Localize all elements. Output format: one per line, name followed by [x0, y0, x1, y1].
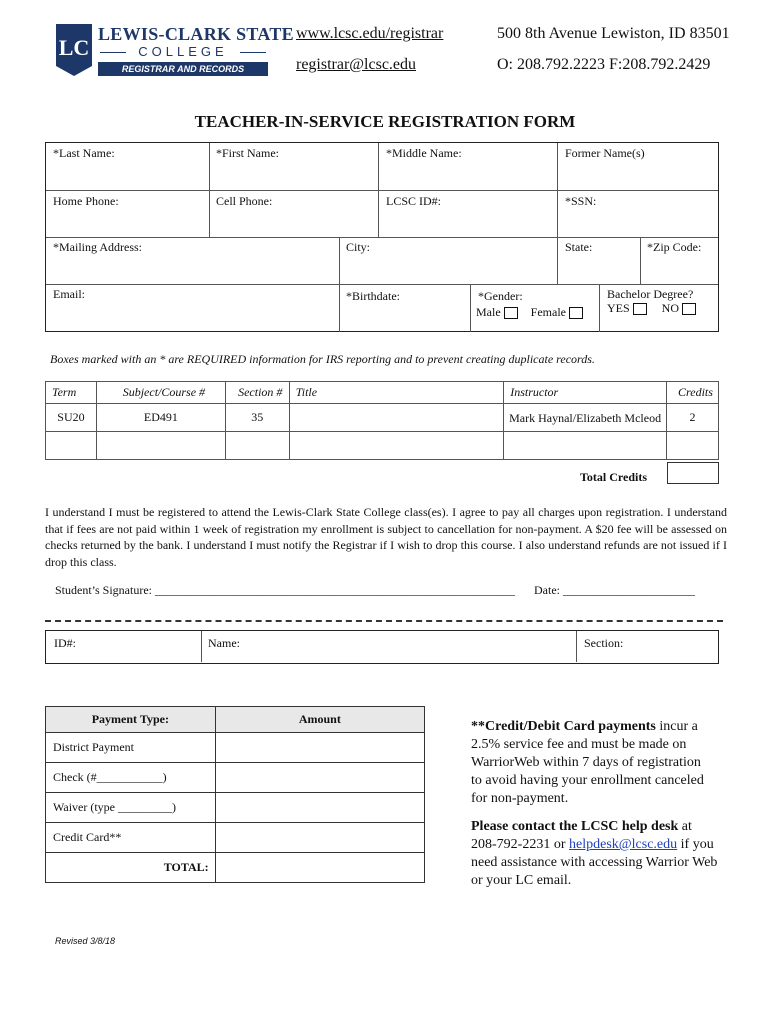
payment-type-header: Payment Type:	[46, 707, 216, 733]
ssn-field[interactable]: *SSN:	[565, 194, 597, 208]
email-field[interactable]: Email:	[53, 287, 85, 301]
office-id-field[interactable]: ID#:	[54, 636, 76, 650]
credit-card-label: Credit Card**	[46, 823, 216, 853]
cell-phone-field[interactable]: Cell Phone:	[216, 194, 273, 208]
former-name-field[interactable]: Former Name(s)	[565, 146, 645, 160]
section-cell[interactable]	[225, 432, 289, 460]
instructor-cell[interactable]: Mark Haynal/Elizabeth Mcleod	[504, 404, 667, 432]
amount-header: Amount	[215, 707, 424, 733]
no-checkbox[interactable]	[682, 303, 696, 315]
instructor-cell[interactable]	[504, 432, 667, 460]
card-note-text: incur a 2.5% service fee and must be made on WarriorWeb within 7 days of registration to avoid having your enrollment canceled for non-payment.	[471, 719, 704, 806]
table-row	[46, 793, 425, 823]
female-checkbox[interactable]	[569, 307, 583, 319]
college-logo	[54, 22, 294, 80]
yes-checkbox[interactable]	[633, 303, 647, 315]
title-cell[interactable]	[289, 404, 503, 432]
date-line[interactable]: Date: ______________________	[534, 583, 695, 597]
course-table	[45, 381, 719, 460]
personal-info-grid	[45, 142, 719, 332]
col-term: Term	[46, 382, 97, 404]
district-payment-label: District Payment	[46, 733, 216, 763]
logo-name: LEWIS-CLARK STATE	[98, 24, 294, 44]
male-checkbox[interactable]	[504, 307, 518, 319]
cut-line	[45, 620, 723, 622]
signature-line[interactable]: Student’s Signature: ____________________________________________________________	[55, 583, 515, 597]
table-row	[46, 853, 425, 883]
payment-header-row	[46, 707, 425, 733]
gender-label: *Gender:	[478, 289, 523, 303]
col-title: Title	[289, 382, 503, 404]
course-cell[interactable]	[96, 432, 225, 460]
yes-label: YES	[607, 301, 630, 315]
female-label: Female	[530, 305, 566, 319]
office-use-box	[45, 630, 719, 664]
no-label: NO	[661, 301, 680, 315]
credits-cell[interactable]	[667, 432, 719, 460]
term-cell[interactable]	[46, 432, 97, 460]
table-row	[46, 432, 719, 460]
bachelor-options	[607, 301, 696, 316]
table-row	[46, 404, 719, 432]
logo-department-bar: REGISTRAR AND RECORDS	[98, 62, 268, 76]
lc-shield-icon	[54, 22, 94, 78]
logo-subtitle: COLLEGE	[98, 44, 268, 59]
zip-code-field[interactable]: *Zip Code:	[647, 240, 702, 254]
svg-text:LC: LC	[58, 35, 90, 60]
form-title: TEACHER-IN-SERVICE REGISTRATION FORM	[194, 112, 576, 131]
home-phone-field[interactable]: Home Phone:	[53, 194, 119, 208]
office-name-field[interactable]: Name:	[208, 636, 240, 650]
district-payment-amount[interactable]	[215, 733, 424, 763]
middle-name-field[interactable]: *Middle Name:	[386, 146, 462, 160]
required-note: Boxes marked with an * are REQUIRED information for IRS reporting and to prevent creating duplicate records.	[50, 352, 595, 366]
check-label: Check (#___________)	[46, 763, 216, 793]
total-label: TOTAL:	[46, 853, 216, 883]
email-link[interactable]: registrar@lcsc.edu	[296, 56, 417, 73]
city-field[interactable]: City:	[346, 240, 371, 254]
help-note-phone: at 208-792-2231 or	[471, 819, 692, 852]
help-note-text: if you need assistance with accessing Warrior Web or your LC email.	[471, 837, 718, 888]
course-cell[interactable]: ED491	[96, 404, 225, 432]
helpdesk-email-link[interactable]: helpdesk@lcsc.edu	[569, 837, 678, 852]
total-credits-field[interactable]	[667, 462, 719, 484]
table-row	[46, 733, 425, 763]
lcsc-id-field[interactable]: LCSC ID#:	[386, 194, 442, 208]
payment-table	[45, 706, 425, 883]
total-credits-label: Total Credits	[580, 470, 648, 484]
first-name-field[interactable]: *First Name:	[216, 146, 279, 160]
help-desk-note	[471, 818, 721, 890]
waiver-amount[interactable]	[215, 793, 424, 823]
address-text: 500 8th Avenue Lewiston, ID 83501	[497, 25, 730, 42]
website-link[interactable]: www.lcsc.edu/registrar	[296, 25, 444, 42]
table-row	[46, 763, 425, 793]
help-note-bold: Please contact the LCSC help desk	[471, 819, 679, 834]
male-label: Male	[476, 305, 501, 319]
office-section-field[interactable]: Section:	[584, 636, 624, 650]
phone-fax-text: O: 208.792.2223 F:208.792.2429	[497, 56, 711, 73]
total-amount[interactable]	[215, 853, 424, 883]
title-cell[interactable]	[289, 432, 503, 460]
gender-options	[476, 305, 583, 320]
table-row	[46, 823, 425, 853]
col-section: Section #	[225, 382, 289, 404]
card-payment-note	[471, 718, 711, 808]
credits-cell[interactable]: 2	[667, 404, 719, 432]
col-subject-course: Subject/Course #	[96, 382, 225, 404]
last-name-field[interactable]: *Last Name:	[53, 146, 115, 160]
col-instructor: Instructor	[504, 382, 667, 404]
state-field[interactable]: State:	[565, 240, 593, 254]
bachelor-degree-label: Bachelor Degree?	[607, 287, 694, 301]
term-cell[interactable]: SU20	[46, 404, 97, 432]
revision-date: Revised 3/8/18	[55, 936, 116, 946]
card-note-bold: **Credit/Debit Card payments	[471, 719, 656, 734]
birthdate-field[interactable]: *Birthdate:	[346, 289, 400, 303]
credit-card-amount[interactable]	[215, 823, 424, 853]
course-table-header	[46, 382, 719, 404]
col-credits: Credits	[667, 382, 719, 404]
check-amount[interactable]	[215, 763, 424, 793]
mailing-address-field[interactable]: *Mailing Address:	[53, 240, 142, 254]
section-cell[interactable]: 35	[225, 404, 289, 432]
waiver-label: Waiver (type _________)	[46, 793, 216, 823]
agreement-text: I understand I must be registered to attend the Lewis-Clark State College class(es). I agree to pay all charges upon registration. I understand that if fees are not paid within 1 week of registration my enrollment is subject to cancellation for non-payment. A $20 fee will be assessed on checks returned by the bank. I understand I must notify the Registrar if I wish to drop this course. I also understand refunds are not issued if I drop this class.	[45, 505, 727, 569]
